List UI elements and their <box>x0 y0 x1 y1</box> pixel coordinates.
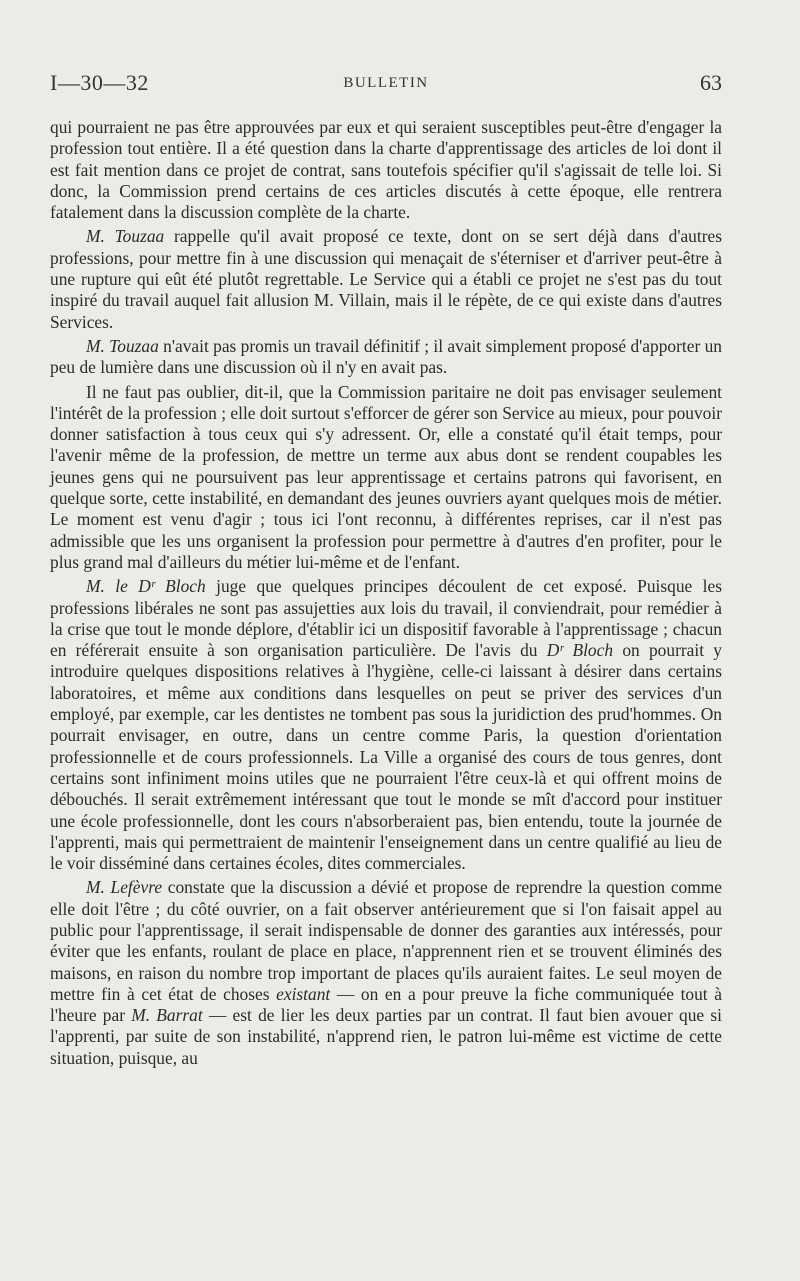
speaker-name: M. Lefèvre <box>86 877 163 898</box>
paragraph-text: on pourrait y introduire quelques dispositions relatives à l'hygiène, celle-ci laissant à désirer dans certains laboratoires, et même aux conditions dans lesquelles on peut se priver des services d'un employé, par exemple, car les dentistes ne tombent pas sous la juridiction des prud'hommes. On pourrait envisager, en outre, dans un centre comme Paris, la question d'orientation professionnelle et de cours professionnels. La Ville a organisé des cours de tous genres, dont certains sont infiniment moins utiles que ne pourraient l'être ceux-là et qui offrent moins de débouchés. Il serait extrêmement intéressant que tout le monde se mît d'accord pour instituer une école professionnelle, dont les cours n'absorberaient pas, bien entendu, toute la journée de l'apprenti, mais qui permettraient de maintenir l'enseignement dans un centre qualifié au lieu de le voir disséminé dans certaines écoles, dites commerciales. <box>50 640 722 874</box>
speaker-name: Dʳ Bloch <box>546 640 614 661</box>
paragraph-text: Il ne faut pas oublier, dit-il, que la Commission paritaire ne doit pas envisager seulement l'intérêt de la profession ; elle doit surtout s'efforcer de gérer son Service au mieux, pour pouvoir donner satisfaction à tous ceux qui s'y adressent. Or, elle a constaté qu'il était temps, pour l'avenir même de la profession, de mettre un terme aux abus dont se rendent coupables les jeunes gens qui ne poursuivent pas leur apprentissage et certains patrons qui favorisent, en quelque sorte, cette instabilité, en demandant des jeunes ouvriers ayant quelques mois de métier. Le moment est venu d'agir ; tous ici l'ont reconnu, à différentes reprises, car il n'est pas admissible que les uns organisent la profession pour permettre à d'autres d'en profiter, pour le plus grand mal d'ailleurs du métier lui-même et de l'enfant. <box>50 381 722 572</box>
paragraph-text: — on en a pour preuve la fiche communiquée tout à l'heure par <box>50 983 723 1026</box>
paragraph <box>50 576 722 874</box>
paragraph <box>50 226 722 332</box>
page-number: 63 <box>700 70 722 95</box>
speaker-name: existant <box>276 983 331 1004</box>
paragraph <box>50 382 722 574</box>
issue-date: I—30—32 <box>50 70 149 95</box>
paragraph <box>50 117 722 223</box>
paragraph-text: n'avait pas promis un travail définitif ; il avait simplement proposé d'apporter un peu de lumière dans une discussion où il n'y en avait pas. <box>50 335 722 378</box>
running-title: BULLETIN <box>343 75 429 91</box>
speaker-name: M. Barrat <box>131 1005 203 1026</box>
paragraph-text: rappelle qu'il avait proposé ce texte, dont on se sert déjà dans d'autres professions, pour mettre fin à une discussion qui menaçait de s'éterniser et d'arriver peut-être à une rupture qui eût été plutôt regrettable. Le Service qui a établi ce projet ne s'est pas du tout inspiré du travail auquel fait allusion M. Villain, mais il le répète, de ce qui existe dans d'autres Services. <box>50 226 722 332</box>
speaker-name: M. Touzaa <box>86 335 159 356</box>
running-head <box>50 70 722 100</box>
paragraph-text: juge que quelques principes découlent de cet exposé. Puisque les professions libérales ne sont pas assujetties aux lois du travail, il conviendrait, pour remédier à la crise que tout le monde déplore, d'établir ici un dispositif favorable à l'apprentissage ; chacun en référerait ensuite à son organisation particulière. De l'avis du <box>50 576 722 661</box>
body-text <box>50 117 722 1072</box>
speaker-name: M. Touzaa <box>86 226 165 247</box>
paragraph-text: constate que la discussion a dévié et propose de reprendre la question comme elle doit l'être ; du côté ouvrier, on a fait observer antérieurement que si l'on faisait appel au public pour l'apprentissage, il serait indispensable de donner des garanties aux intéressés, pour éviter que les enfants, roulant de place en place, n'apprennent rien et se trouvent éliminés des maisons, en raison du nombre trop important de places qu'ils auraient faites. Le seul moyen de mettre fin à cet état de choses <box>50 877 723 1004</box>
paragraph-text: qui pourraient ne pas être approuvées par eux et qui seraient susceptibles peut-être d'engager la profession tout entière. Il a été question dans la charte d'apprentissage des articles de loi dont il est fait mention dans ce projet de contrat, sans toutefois spécifier qu'il s'agissait de telle loi. Si donc, la Commission prend certains de ces articles discutés à cette époque, elle rentrera fatalement dans la discussion complète de la charte. <box>50 117 722 223</box>
paragraph <box>50 877 722 1069</box>
paragraph <box>50 336 722 379</box>
paragraph-text: — est de lier les deux parties par un contrat. Il faut bien avouer que si l'apprenti, par suite de son instabilité, n'apprend rien, le patron lui-même est victime de cette situation, puisque, au <box>50 1005 722 1068</box>
speaker-name: M. le Dʳ Bloch <box>86 576 206 597</box>
